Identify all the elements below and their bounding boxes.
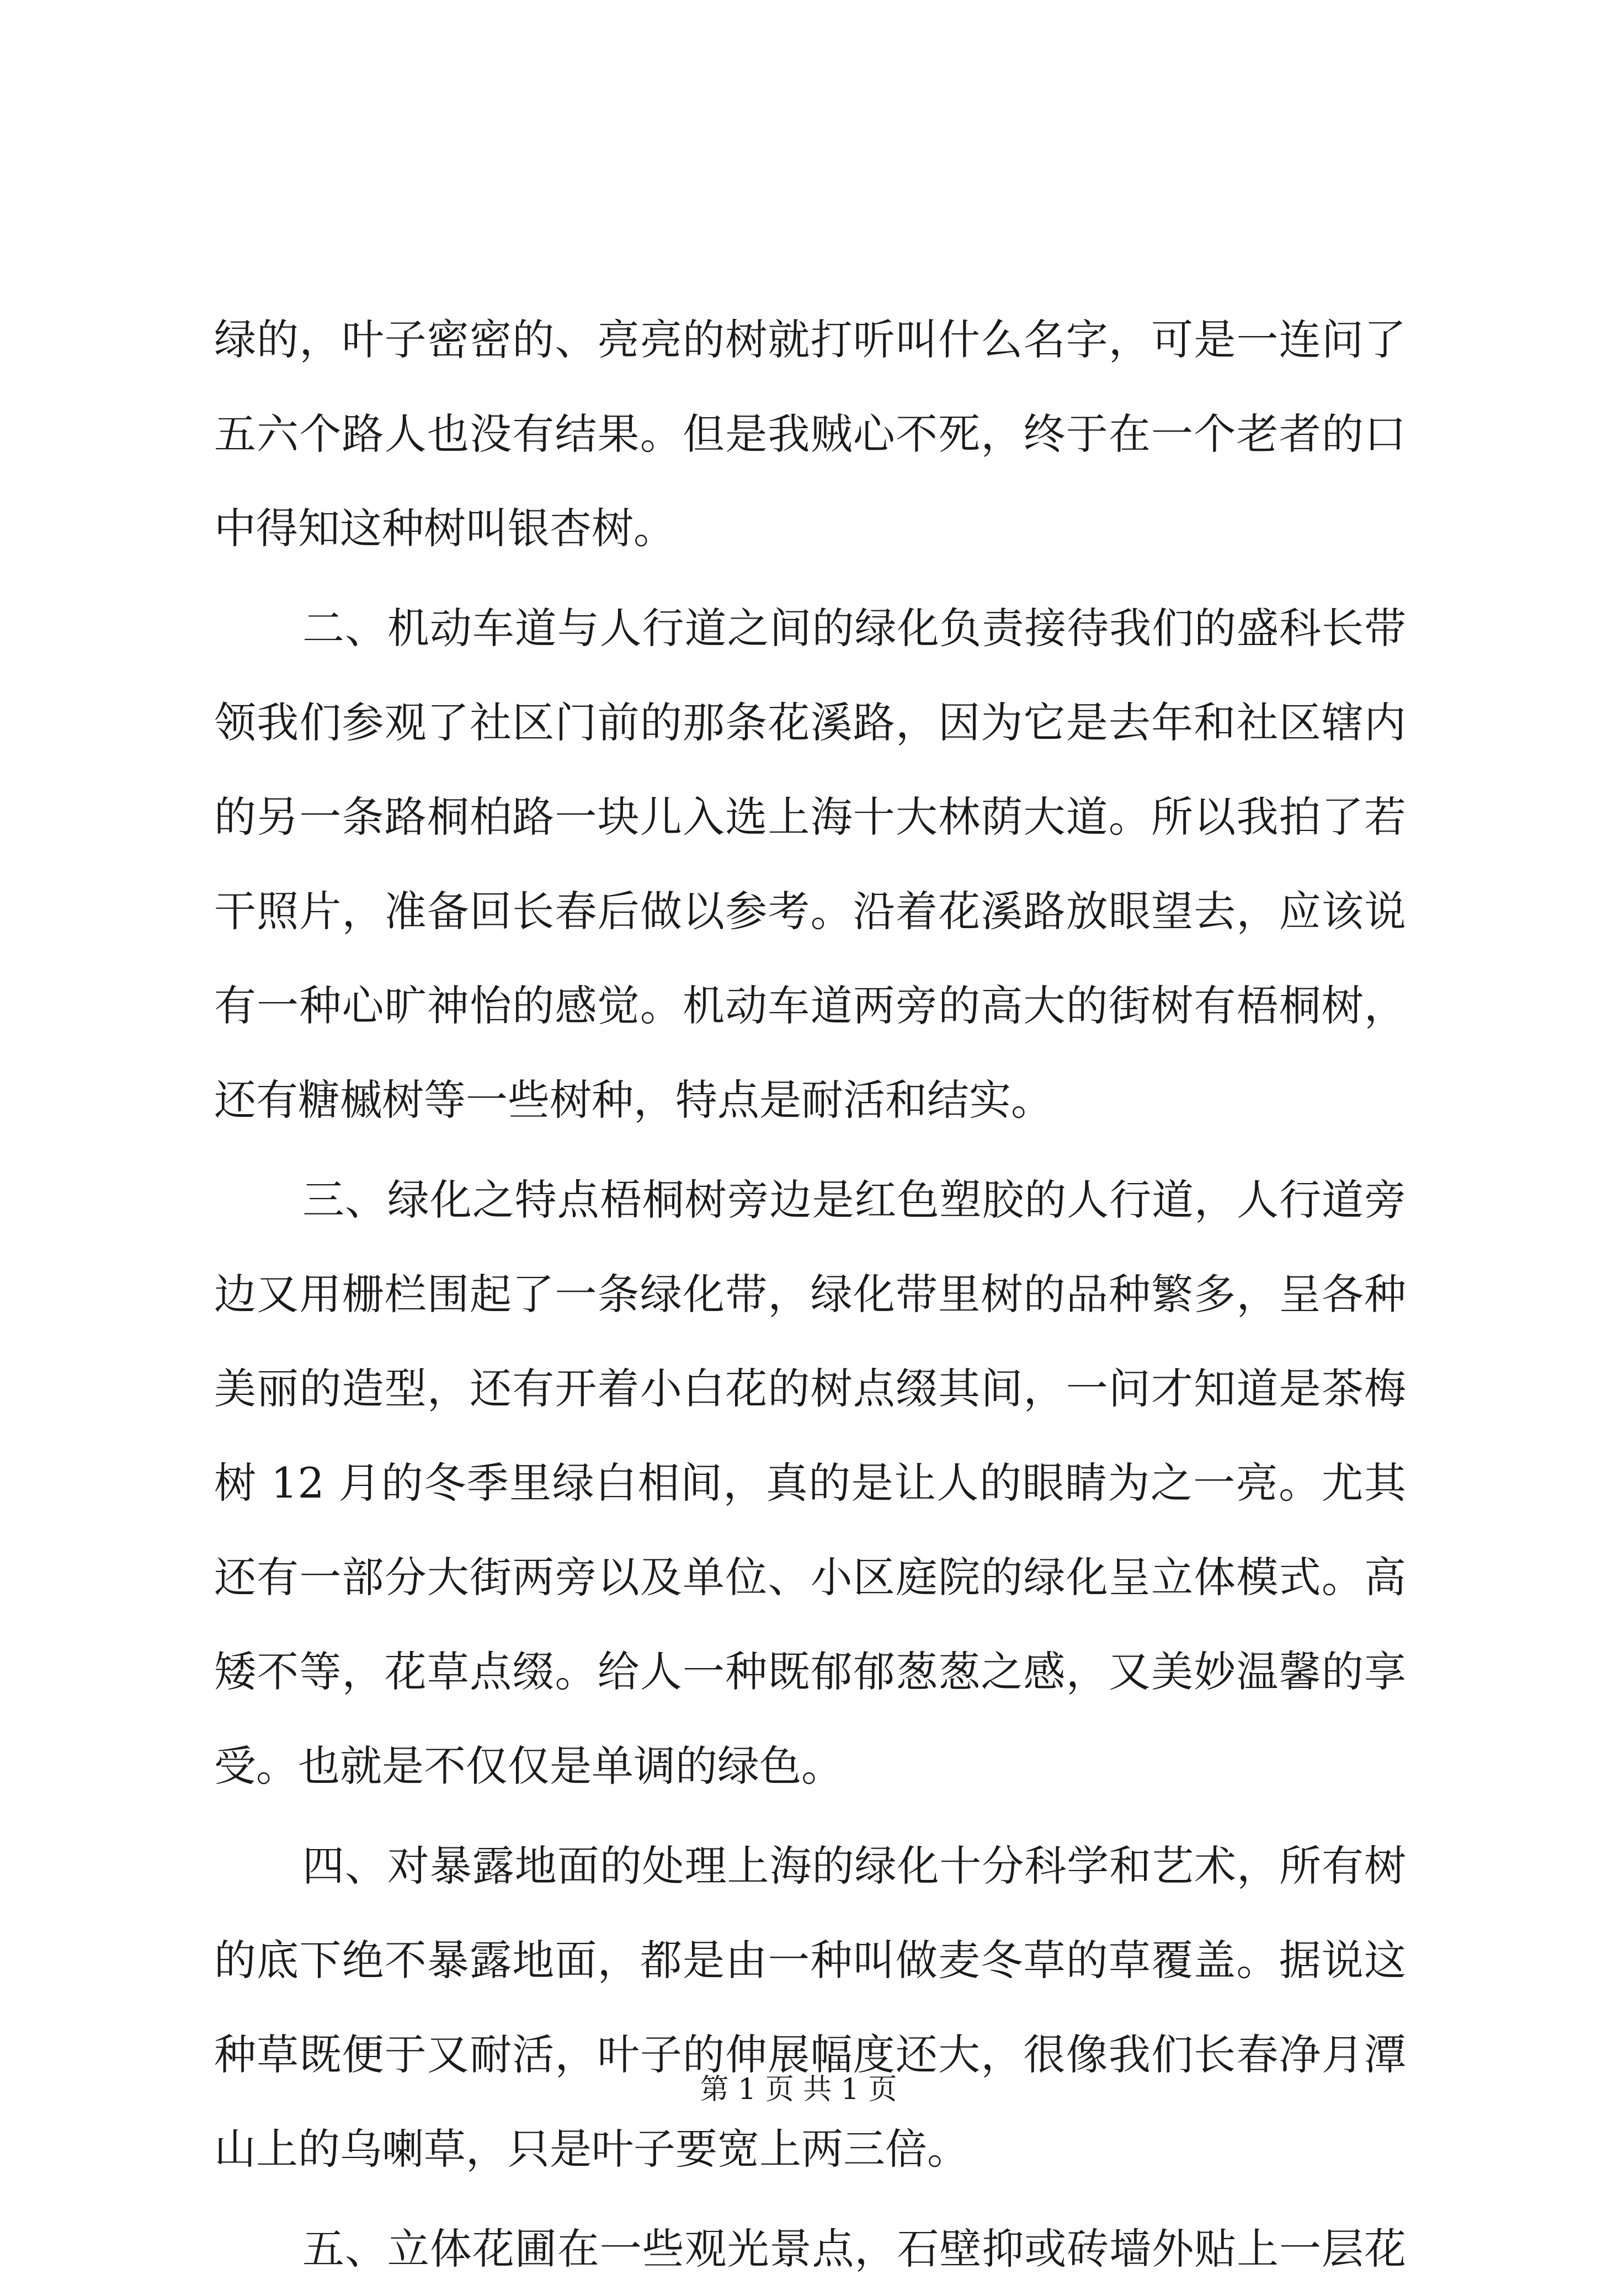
text-line: 中得知这种树叫银杏树。 <box>214 504 675 553</box>
text-line: 的底下绝不暴露地面，都是由一种叫做麦冬草的草覆盖。据说这 <box>214 1936 1406 1985</box>
paragraph-start-line: 五、立体花圃在一些观光景点，石壁抑或砖墙外贴上一层花 <box>302 2224 1406 2273</box>
text-line: 领我们参观了社区门前的那条花溪路，因为它是去年和社区辖内 <box>214 698 1406 747</box>
text-line: 受。也就是不仅仅是单调的绿色。 <box>214 1741 843 1791</box>
paragraph-start-line: 二、机动车道与人行道之间的绿化负责接待我们的盛科长带 <box>302 604 1406 653</box>
text-line: 边又用栅栏围起了一条绿化带，绿化带里树的品种繁多，呈各种 <box>214 1270 1406 1319</box>
text-line: 五六个路人也没有结果。但是我贼心不死，终于在一个老者的口 <box>214 409 1406 459</box>
text-line: 的另一条路桐柏路一块儿入选上海十大林荫大道。所以我拍了若 <box>214 792 1406 841</box>
text-line: 干照片，准备回长春后做以参考。沿着花溪路放眼望去，应该说 <box>214 887 1406 936</box>
text-line: 树 12 月的冬季里绿白相间，真的是让人的眼睛为之一亮。尤其 <box>214 1458 1406 1507</box>
text-line: 还有糖槭树等一些树种，特点是耐活和结实。 <box>214 1075 1053 1125</box>
text-line: 矮不等，花草点缀。给人一种既郁郁葱葱之感，又美妙温馨的享 <box>214 1647 1406 1696</box>
paragraph-start-line: 四、对暴露地面的处理上海的绿化十分科学和艺术，所有树 <box>302 1841 1406 1890</box>
text-line: 美丽的造型，还有开着小白花的树点缀其间，一问才知道是茶梅 <box>214 1364 1406 1413</box>
page-number-footer: 第 1 页 共 1 页 <box>700 2073 897 2106</box>
text-line: 有一种心旷神怡的感觉。机动车道两旁的高大的街树有梧桐树， <box>214 981 1406 1030</box>
paragraph-start-line: 三、绿化之特点梧桐树旁边是红色塑胶的人行道，人行道旁 <box>302 1175 1406 1224</box>
document-body <box>214 292 1406 2296</box>
text-line: 绿的，叶子密密的、亮亮的树就打听叫什么名字，可是一连问了 <box>214 315 1406 364</box>
text-line: 山上的乌喇草，只是叶子要宽上两三倍。 <box>214 2124 969 2174</box>
text-line: 还有一部分大街两旁以及单位、小区庭院的绿化呈立体模式。高 <box>214 1553 1406 1602</box>
text-line: 种草既便于又耐活，叶子的伸展幅度还大，很像我们长春净月潭 <box>214 2030 1406 2079</box>
